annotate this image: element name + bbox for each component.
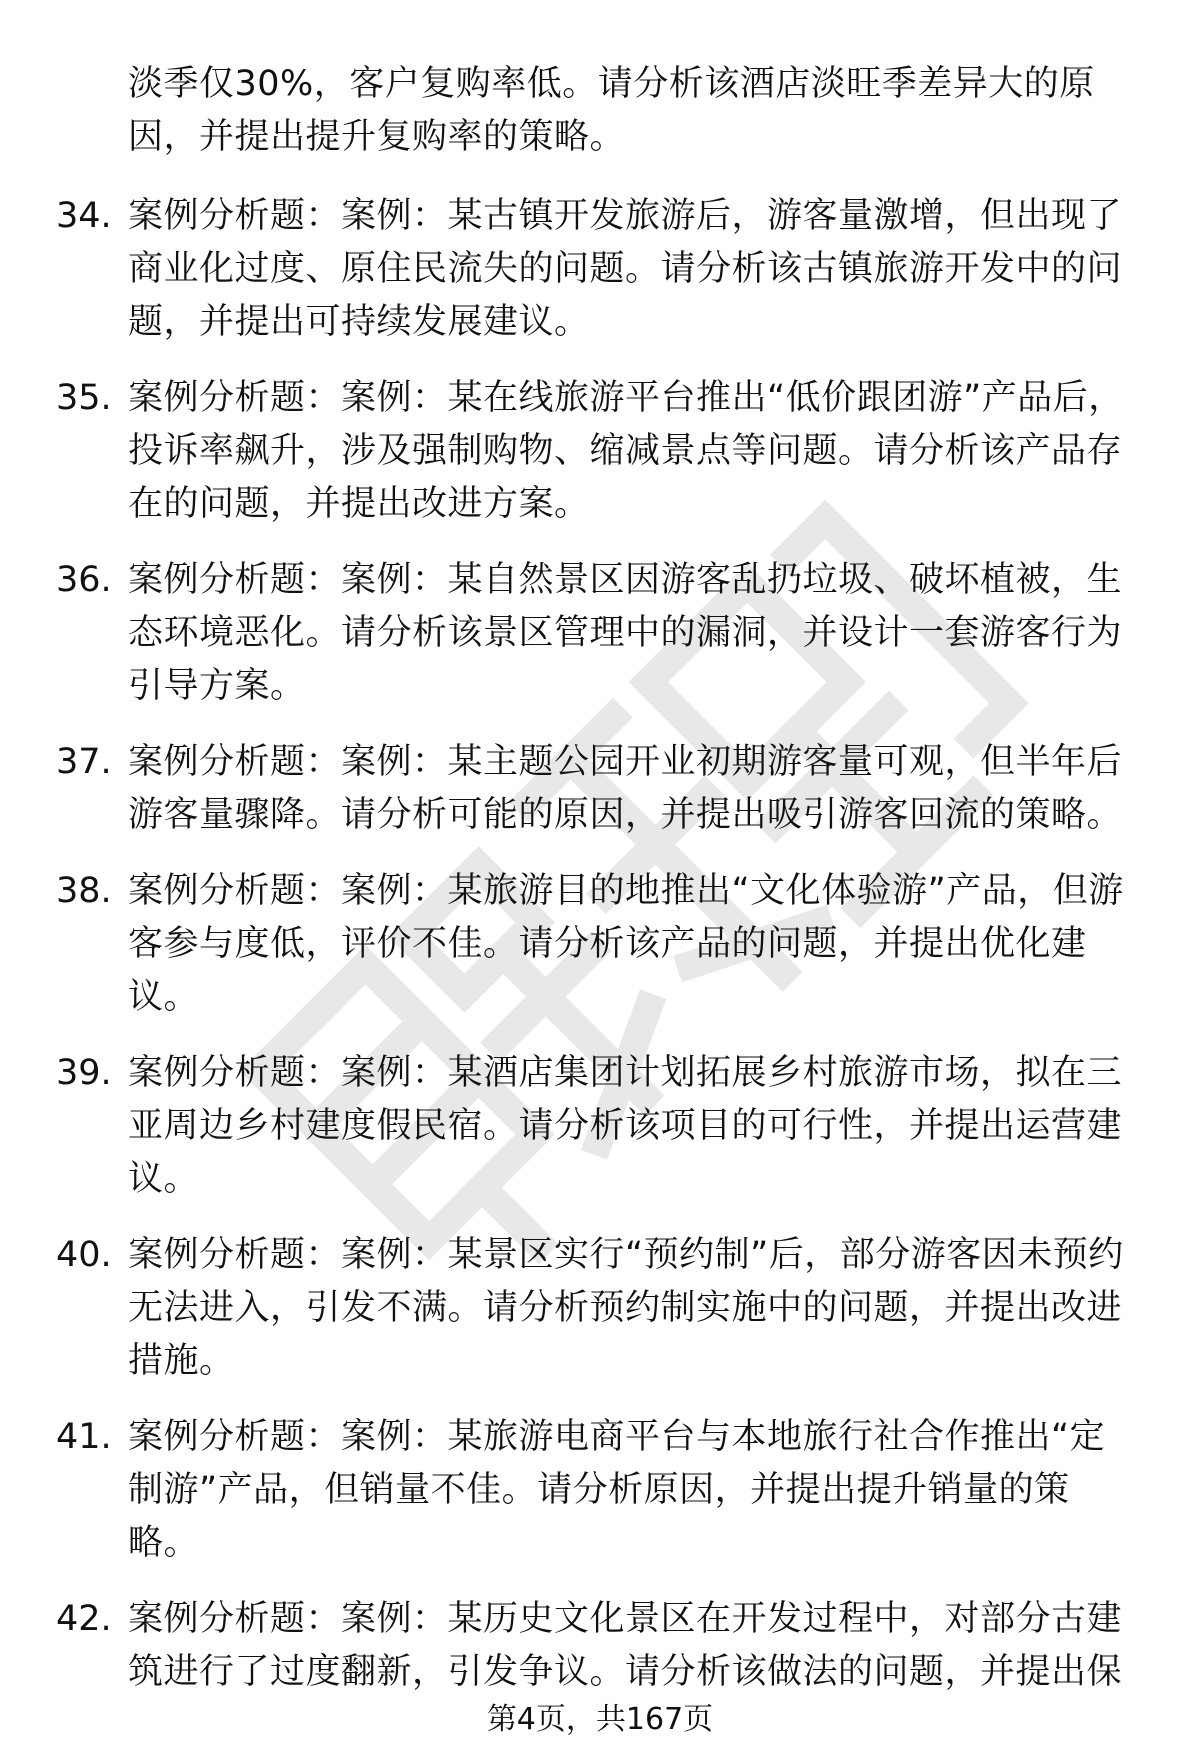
question-number: 39. [56, 1053, 112, 1093]
question-text: 案例分析题：案例：某古镇开发旅游后，游客量激增，但出现了商业化过度、原住民流失的问题。请分析该古镇旅游开发中的问题，并提出可持续发展建议。 [128, 196, 1123, 342]
question-text: 案例分析题：案例：某旅游目的地推出“文化体验游”产品，但游客参与度低，评价不佳。请分析该产品的问题，并提出优化建议。 [128, 871, 1124, 1017]
question-text: 案例分析题：案例：某自然景区因游客乱扔垃圾、破坏植被，生态环境恶化。请分析该景区管理中的漏洞，并设计一套游客行为引导方案。 [128, 560, 1123, 706]
question-number: 37. [56, 742, 112, 782]
question-number: 36. [56, 560, 112, 600]
question-text: 案例分析题：案例：某酒店集团计划拓展乡村旅游市场，拟在三亚周边乡村建度假民宿。请分析该项目的可行性，并提出运营建议。 [128, 1053, 1123, 1199]
question-item [0, 1229, 1200, 1388]
page-footer: 第4页，共167页 [486, 1702, 714, 1737]
question-item [0, 1411, 1200, 1570]
question-item [0, 372, 1200, 531]
question-text: 案例分析题：案例：某旅游电商平台与本地旅行社合作推出“定制游”产品，但销量不佳。请分析原因，并提出提升销量的策略。 [128, 1417, 1106, 1563]
question-item [0, 190, 1200, 349]
question-number: 42. [56, 1599, 112, 1639]
question-number: 35. [56, 378, 112, 418]
question-number: 40. [56, 1235, 112, 1275]
question-item [0, 554, 1200, 713]
question-item [0, 1593, 1200, 1699]
question-number: 34. [56, 196, 112, 236]
question-number: 41. [56, 1417, 112, 1457]
question-text: 案例分析题：案例：某历史文化景区在开发过程中，对部分古建筑进行了过度翻新，引发争议。请分析该做法的问题，并提出保 [128, 1599, 1123, 1692]
question-number: 38. [56, 871, 112, 911]
question-text: 案例分析题：案例：某景区实行“预约制”后，部分游客因未预约无法进入，引发不满。请分析预约制实施中的问题，并提出改进措施。 [128, 1235, 1124, 1381]
question-list [0, 190, 1200, 1699]
question-text: 案例分析题：案例：某在线旅游平台推出“低价跟团游”产品后，投诉率飙升，涉及强制购物、缩减景点等问题。请分析该产品存在的问题，并提出改进方案。 [128, 378, 1124, 524]
question-item [0, 865, 1200, 1024]
question-item [0, 1047, 1200, 1206]
intro-paragraph: 淡季仅30%，客户复购率低。请分析该酒店淡旺季差异大的原因，并提出提升复购率的策略。 [128, 64, 1095, 157]
question-text: 案例分析题：案例：某主题公园开业初期游客量可观，但半年后游客量骤降。请分析可能的原因，并提出吸引游客回流的策略。 [128, 742, 1123, 835]
question-item [0, 736, 1200, 842]
